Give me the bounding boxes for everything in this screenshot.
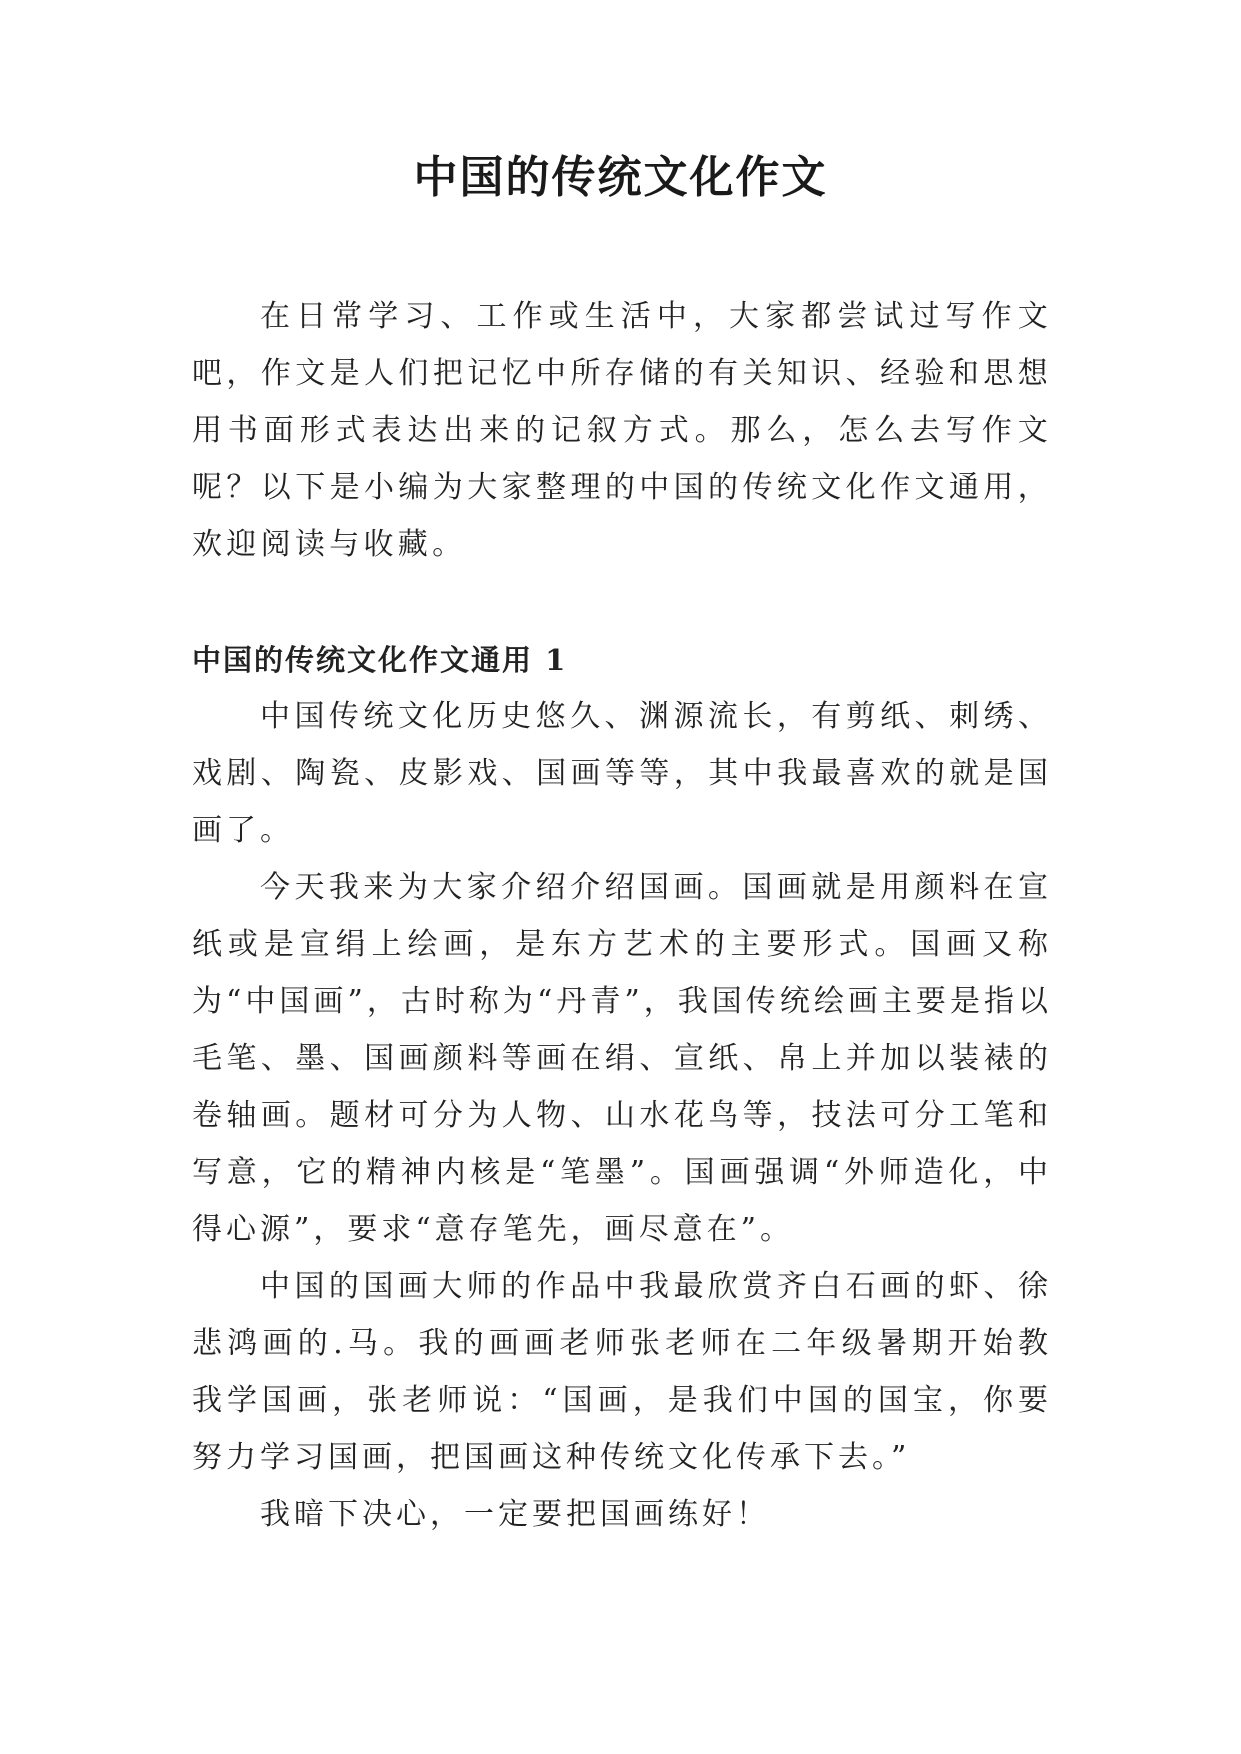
document-title: 中国的传统文化作文 bbox=[413, 152, 828, 203]
section-heading: 中国的传统文化作文通用 1 bbox=[192, 643, 568, 677]
article-paragraph: 中国的国画大师的作品中我最欣赏齐白石画的虾、徐悲鸿画的.马。我的画画老师张老师在二年级暑期开始教我学国画，张老师说：“国画，是我们中国的国宝，你要努力学习国画，把国画这种传统文化传承下去。” bbox=[192, 1269, 1052, 1475]
article-paragraph: 今天我来为大家介绍介绍国画。国画就是用颜料在宣纸或是宣绢上绘画，是东方艺术的主要形式。国画又称为“中国画”，古时称为“丹青”，我国传统绘画主要是指以毛笔、墨、国画颜料等画在绢、宣纸、帛上并加以装裱的卷轴画。题材可分为人物、山水花鸟等，技法可分工笔和写意，它的精神内核是“笔墨”。国画强调“外师造化，中得心源”，要求“意存笔先，画尽意在”。 bbox=[192, 870, 1052, 1247]
intro-paragraph: 在日常学习、工作或生活中，大家都尝试过写作文吧，作文是人们把记忆中所存储的有关知识、经验和思想用书面形式表达出来的记叙方式。那么，怎么去写作文呢？以下是小编为大家整理的中国的传统文化作文通用，欢迎阅读与收藏。 bbox=[192, 299, 1052, 562]
article-paragraph: 我暗下决心，一定要把国画练好！ bbox=[260, 1497, 770, 1532]
article-paragraph: 中国传统文化历史悠久、渊源流长，有剪纸、刺绣、戏剧、陶瓷、皮影戏、国画等等，其中我最喜欢的就是国画了。 bbox=[192, 699, 1052, 848]
article-body bbox=[192, 688, 1052, 1543]
